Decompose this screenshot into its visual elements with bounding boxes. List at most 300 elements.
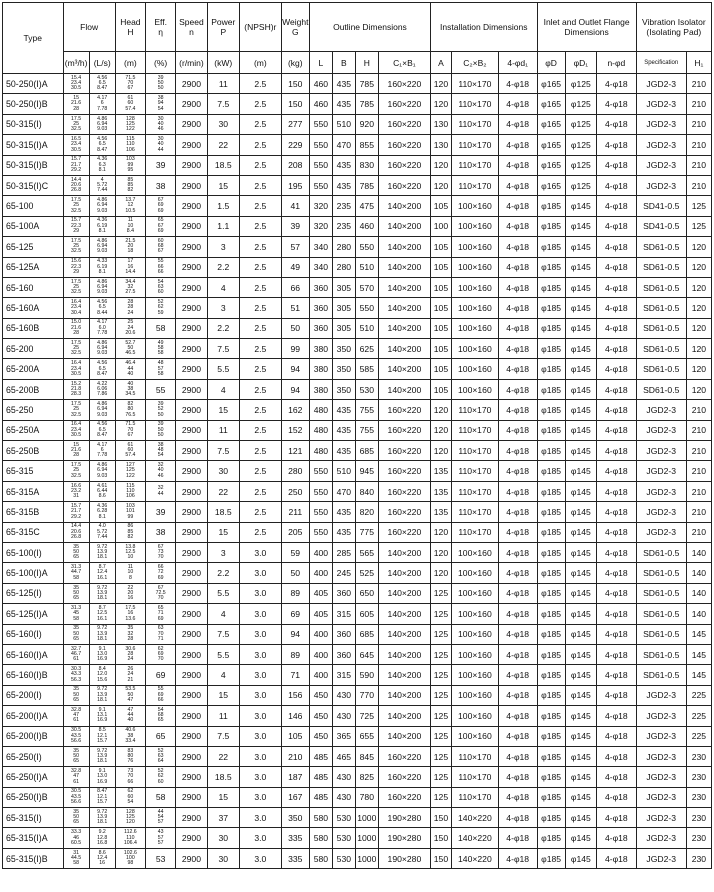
- cell-D1: φ145: [565, 196, 596, 216]
- cell-H1: 230: [686, 848, 711, 868]
- cell-eff: 54 63 60: [146, 277, 176, 297]
- cell-D1: φ145: [565, 441, 596, 461]
- cell-C1B1: 140×200: [378, 706, 430, 726]
- cell-H1: 120: [686, 339, 711, 359]
- cell-C1B1: 140×200: [378, 339, 430, 359]
- cell-flow-m3h: 15 21.6 28: [63, 94, 89, 114]
- cell-C1B1: 160×220: [378, 175, 430, 195]
- cell-H1: 230: [686, 787, 711, 807]
- cell-d1: 4-φ18: [498, 420, 537, 440]
- cell-d1: 4-φ18: [498, 216, 537, 236]
- cell-spec: SD61-0.5: [636, 563, 686, 583]
- cell-H1: 210: [686, 420, 711, 440]
- cell-eff: 58: [146, 318, 176, 338]
- cell-power: 11: [207, 420, 239, 440]
- cell-L: 485: [309, 746, 332, 766]
- table-row: [3, 441, 712, 461]
- cell-npsh: 2.5: [239, 522, 281, 542]
- cell-speed: 2900: [176, 339, 207, 359]
- cell-power: 30: [207, 114, 239, 134]
- cell-head: 26 24 21: [115, 665, 145, 685]
- cell-H1: 145: [686, 665, 711, 685]
- cell-flow-m3h: 30.5 43.5 56.6: [63, 726, 89, 746]
- cell-A: 130: [431, 135, 452, 155]
- cell-nd: 4-φ18: [597, 441, 637, 461]
- cell-weight: 89: [281, 583, 309, 603]
- table-body: [3, 74, 712, 869]
- cell-D: φ185: [537, 746, 565, 766]
- cell-C1B1: 160×220: [378, 746, 430, 766]
- cell-C2B2: 100×160: [451, 624, 498, 644]
- header-outline: Outline Dimensions: [309, 3, 430, 52]
- cell-flow-ls: 4.36 6.3 8.1: [89, 155, 115, 175]
- cell-flow-ls: 9.72 13.9 18.1: [89, 808, 115, 828]
- cell-C1B1: 160×220: [378, 481, 430, 501]
- cell-power: 22: [207, 135, 239, 155]
- cell-spec: SD61-0.5: [636, 339, 686, 359]
- cell-D: φ185: [537, 848, 565, 868]
- cell-spec: JGD2-3: [636, 726, 686, 746]
- cell-eff: 67 69 69: [146, 196, 176, 216]
- cell-C1B1: 140×200: [378, 379, 430, 399]
- cell-C2B2: 100×160: [451, 216, 498, 236]
- cell-H1: 210: [686, 400, 711, 420]
- cell-H: 780: [355, 787, 378, 807]
- cell-B: 510: [332, 114, 355, 134]
- cell-type: 65-200: [3, 339, 64, 359]
- cell-H: 775: [355, 522, 378, 542]
- cell-B: 365: [332, 726, 355, 746]
- cell-flow-m3h: 16.4 23.4 30.5: [63, 420, 89, 440]
- cell-D1: φ145: [565, 379, 596, 399]
- cell-C1B1: 140×200: [378, 298, 430, 318]
- cell-C2B2: 110×170: [451, 502, 498, 522]
- cell-H: 510: [355, 257, 378, 277]
- cell-type: 65-200(I)B: [3, 726, 64, 746]
- cell-speed: 2900: [176, 237, 207, 257]
- cell-L: 550: [309, 135, 332, 155]
- cell-nd: 4-φ18: [597, 848, 637, 868]
- cell-flow-ls: 4.22 6.06 7.86: [89, 379, 115, 399]
- cell-eff: 43 57 57: [146, 828, 176, 848]
- cell-D: φ185: [537, 563, 565, 583]
- cell-power: 18.5: [207, 502, 239, 522]
- cell-flow-m3h: 15.2 21.8 28.3: [63, 379, 89, 399]
- cell-B: 245: [332, 563, 355, 583]
- header-speed: Speed n: [176, 3, 207, 52]
- cell-C1B1: 140×200: [378, 216, 430, 236]
- cell-B: 470: [332, 135, 355, 155]
- cell-weight: 150: [281, 74, 309, 94]
- cell-D: φ185: [537, 726, 565, 746]
- cell-head: 40.6 38 33.4: [115, 726, 145, 746]
- cell-flow-ls: 4.86 6.94 9.03: [89, 400, 115, 420]
- cell-D1: φ145: [565, 237, 596, 257]
- cell-spec: JGD2-3: [636, 848, 686, 868]
- cell-speed: 2900: [176, 461, 207, 481]
- cell-H: 1000: [355, 848, 378, 868]
- cell-spec: JGD2-3: [636, 461, 686, 481]
- cell-H1: 140: [686, 583, 711, 603]
- header-install: Installation Dimensions: [431, 3, 537, 52]
- header-C1B1: C₁×B₁: [378, 52, 430, 74]
- cell-D: φ185: [537, 706, 565, 726]
- cell-type: 65-160B: [3, 318, 64, 338]
- cell-spec: SD61-0.5: [636, 644, 686, 664]
- cell-flow-m3h: 35 50 65: [63, 808, 89, 828]
- cell-type: 65-160: [3, 277, 64, 297]
- cell-npsh: 3.0: [239, 542, 281, 562]
- cell-C2B2: 110×170: [451, 420, 498, 440]
- cell-D: φ185: [537, 461, 565, 481]
- cell-D1: φ145: [565, 359, 596, 379]
- cell-D: φ185: [537, 257, 565, 277]
- cell-H1: 140: [686, 563, 711, 583]
- cell-C2B2: 100×160: [451, 726, 498, 746]
- cell-weight: 205: [281, 522, 309, 542]
- cell-L: 340: [309, 237, 332, 257]
- cell-weight: 150: [281, 94, 309, 114]
- cell-flow-ls: 8.47 12.1 15.7: [89, 787, 115, 807]
- cell-L: 450: [309, 706, 332, 726]
- cell-D1: φ145: [565, 665, 596, 685]
- cell-C1B1: 160×220: [378, 94, 430, 114]
- cell-D: φ185: [537, 583, 565, 603]
- cell-type: 50-315(I)C: [3, 175, 64, 195]
- header-nd: n-φd: [597, 52, 637, 74]
- cell-spec: JGD2-3: [636, 522, 686, 542]
- cell-B: 350: [332, 339, 355, 359]
- cell-d1: 4-φ18: [498, 828, 537, 848]
- cell-C2B2: 100×160: [451, 298, 498, 318]
- cell-flow-ls: 9.2 12.8 16.8: [89, 828, 115, 848]
- cell-nd: 4-φ18: [597, 237, 637, 257]
- cell-npsh: 3.0: [239, 746, 281, 766]
- cell-eff: 30 40 44: [146, 135, 176, 155]
- cell-A: 105: [431, 196, 452, 216]
- cell-flow-ls: 4.56 6.5 8.47: [89, 359, 115, 379]
- cell-power: 4: [207, 379, 239, 399]
- cell-flow-m3h: 15.7 21.7 29.2: [63, 502, 89, 522]
- cell-D: φ185: [537, 604, 565, 624]
- cell-eff: 53: [146, 848, 176, 868]
- table-row: [3, 542, 712, 562]
- cell-flow-m3h: 16.4 23.4 30.5: [63, 359, 89, 379]
- cell-speed: 2900: [176, 583, 207, 603]
- cell-B: 305: [332, 318, 355, 338]
- cell-nd: 4-φ18: [597, 74, 637, 94]
- cell-power: 15: [207, 175, 239, 195]
- cell-npsh: 3.0: [239, 563, 281, 583]
- cell-head: 112.6 110 106.4: [115, 828, 145, 848]
- cell-type: 50-250(I)A: [3, 74, 64, 94]
- cell-H: 920: [355, 114, 378, 134]
- cell-npsh: 3.0: [239, 787, 281, 807]
- cell-D: φ185: [537, 339, 565, 359]
- cell-B: 360: [332, 624, 355, 644]
- cell-B: 315: [332, 604, 355, 624]
- cell-npsh: 2.5: [239, 216, 281, 236]
- cell-A: 120: [431, 74, 452, 94]
- cell-speed: 2900: [176, 624, 207, 644]
- cell-speed: 2900: [176, 502, 207, 522]
- cell-speed: 2900: [176, 94, 207, 114]
- cell-nd: 4-φ18: [597, 318, 637, 338]
- cell-flow-ls: 9.1 13.1 16.9: [89, 706, 115, 726]
- cell-power: 7.5: [207, 339, 239, 359]
- cell-spec: SD41-0.5: [636, 216, 686, 236]
- cell-C1B1: 140×200: [378, 644, 430, 664]
- cell-flow-ls: 8.7 12.4 16.1: [89, 563, 115, 583]
- cell-type: 65-125(I): [3, 583, 64, 603]
- cell-head: 52.7 50 46.5: [115, 339, 145, 359]
- cell-spec: SD61-0.5: [636, 277, 686, 297]
- cell-flow-m3h: 17.5 25 32.5: [63, 277, 89, 297]
- cell-power: 4: [207, 604, 239, 624]
- cell-type: 65-160A: [3, 298, 64, 318]
- cell-D1: φ145: [565, 848, 596, 868]
- cell-d1: 4-φ18: [498, 400, 537, 420]
- cell-flow-ls: 8.7 12.5 16.1: [89, 604, 115, 624]
- cell-eff: 38 94 54: [146, 94, 176, 114]
- cell-B: 530: [332, 828, 355, 848]
- cell-weight: 66: [281, 277, 309, 297]
- cell-nd: 4-φ18: [597, 624, 637, 644]
- cell-nd: 4-φ18: [597, 665, 637, 685]
- cell-weight: 335: [281, 828, 309, 848]
- cell-npsh: 2.5: [239, 175, 281, 195]
- cell-eff: 69: [146, 665, 176, 685]
- table-row: [3, 583, 712, 603]
- cell-weight: 94: [281, 379, 309, 399]
- cell-H: 460: [355, 216, 378, 236]
- cell-D1: φ145: [565, 583, 596, 603]
- table-row: [3, 502, 712, 522]
- cell-C2B2: 110×170: [451, 481, 498, 501]
- cell-power: 4: [207, 665, 239, 685]
- cell-H1: 210: [686, 74, 711, 94]
- cell-flow-m3h: 31.3 45 58: [63, 604, 89, 624]
- cell-L: 580: [309, 848, 332, 868]
- cell-npsh: 3.0: [239, 706, 281, 726]
- cell-B: 305: [332, 277, 355, 297]
- cell-spec: SD61-0.5: [636, 583, 686, 603]
- cell-D1: φ145: [565, 522, 596, 542]
- cell-power: 3: [207, 298, 239, 318]
- table-row: [3, 216, 712, 236]
- cell-head: 34.4 32 27.5: [115, 277, 145, 297]
- cell-D1: φ145: [565, 318, 596, 338]
- cell-C1B1: 190×280: [378, 828, 430, 848]
- cell-H1: 225: [686, 726, 711, 746]
- cell-C1B1: 140×200: [378, 542, 430, 562]
- cell-D: φ165: [537, 175, 565, 195]
- cell-speed: 2900: [176, 379, 207, 399]
- cell-B: 350: [332, 359, 355, 379]
- cell-C2B2: 100×160: [451, 542, 498, 562]
- cell-spec: SD61-0.5: [636, 624, 686, 644]
- cell-nd: 4-φ18: [597, 563, 637, 583]
- cell-speed: 2900: [176, 400, 207, 420]
- cell-d1: 4-φ18: [498, 726, 537, 746]
- unit-flow-ls: (L/s): [89, 52, 115, 74]
- header-vibration: Vibration Isolator (Isolating Pad): [636, 3, 711, 52]
- cell-flow-ls: 4.17 6.0 7.78: [89, 318, 115, 338]
- cell-type: 65-100: [3, 196, 64, 216]
- cell-C2B2: 110×170: [451, 767, 498, 787]
- cell-eff: 55 66 66: [146, 257, 176, 277]
- cell-d1: 4-φ18: [498, 644, 537, 664]
- cell-C2B2: 100×160: [451, 665, 498, 685]
- cell-B: 435: [332, 155, 355, 175]
- cell-spec: SD61-0.5: [636, 604, 686, 624]
- cell-power: 7.5: [207, 441, 239, 461]
- cell-D: φ165: [537, 94, 565, 114]
- cell-flow-m3h: 35 50 65: [63, 583, 89, 603]
- cell-nd: 4-φ18: [597, 828, 637, 848]
- cell-d1: 4-φ18: [498, 441, 537, 461]
- cell-eff: 52 62 59: [146, 298, 176, 318]
- cell-L: 340: [309, 257, 332, 277]
- cell-B: 430: [332, 685, 355, 705]
- cell-eff: 67 72.5 70: [146, 583, 176, 603]
- cell-D: φ185: [537, 400, 565, 420]
- cell-flow-ls: 8.4 12.0 15.6: [89, 665, 115, 685]
- cell-H1: 210: [686, 522, 711, 542]
- table-row: [3, 318, 712, 338]
- cell-A: 105: [431, 237, 452, 257]
- cell-d1: 4-φ18: [498, 379, 537, 399]
- cell-type: 65-100A: [3, 216, 64, 236]
- cell-spec: JGD2-3: [636, 114, 686, 134]
- cell-A: 120: [431, 175, 452, 195]
- cell-D1: φ125: [565, 74, 596, 94]
- cell-H: 945: [355, 461, 378, 481]
- cell-H1: 120: [686, 277, 711, 297]
- cell-speed: 2900: [176, 155, 207, 175]
- cell-speed: 2900: [176, 726, 207, 746]
- cell-weight: 152: [281, 420, 309, 440]
- cell-B: 530: [332, 808, 355, 828]
- cell-B: 430: [332, 767, 355, 787]
- cell-L: 550: [309, 175, 332, 195]
- cell-npsh: 2.5: [239, 114, 281, 134]
- cell-D1: φ145: [565, 257, 596, 277]
- cell-spec: JGD2-3: [636, 706, 686, 726]
- cell-H1: 120: [686, 379, 711, 399]
- cell-type: 65-160(I): [3, 624, 64, 644]
- cell-C2B2: 110×170: [451, 114, 498, 134]
- cell-D: φ185: [537, 787, 565, 807]
- cell-flow-m3h: 17.5 25 32.5: [63, 237, 89, 257]
- cell-H: 845: [355, 746, 378, 766]
- cell-D1: φ145: [565, 216, 596, 236]
- cell-power: 11: [207, 74, 239, 94]
- cell-npsh: 2.5: [239, 339, 281, 359]
- cell-weight: 41: [281, 196, 309, 216]
- table-row: [3, 522, 712, 542]
- cell-H: 830: [355, 155, 378, 175]
- cell-power: 30: [207, 461, 239, 481]
- cell-H: 785: [355, 175, 378, 195]
- cell-eff: 52 62 60: [146, 767, 176, 787]
- cell-power: 15: [207, 522, 239, 542]
- cell-speed: 2900: [176, 563, 207, 583]
- cell-H: 820: [355, 502, 378, 522]
- cell-speed: 2900: [176, 216, 207, 236]
- cell-weight: 105: [281, 726, 309, 746]
- cell-nd: 4-φ18: [597, 135, 637, 155]
- cell-H: 840: [355, 481, 378, 501]
- header-flow: Flow: [63, 3, 115, 52]
- cell-d1: 4-φ18: [498, 522, 537, 542]
- cell-flow-ls: 4.86 6.94 9.03: [89, 237, 115, 257]
- cell-H1: 230: [686, 746, 711, 766]
- cell-spec: JGD2-3: [636, 155, 686, 175]
- cell-C2B2: 110×170: [451, 522, 498, 542]
- cell-D: φ185: [537, 767, 565, 787]
- cell-speed: 2900: [176, 746, 207, 766]
- cell-A: 120: [431, 563, 452, 583]
- cell-eff: 65 67 69: [146, 216, 176, 236]
- header-type: Type: [3, 3, 64, 74]
- cell-H1: 230: [686, 767, 711, 787]
- cell-C2B2: 100×160: [451, 644, 498, 664]
- cell-nd: 4-φ18: [597, 706, 637, 726]
- cell-nd: 4-φ18: [597, 257, 637, 277]
- cell-D: φ185: [537, 318, 565, 338]
- cell-d1: 4-φ18: [498, 481, 537, 501]
- cell-flow-m3h: 35 50 65: [63, 685, 89, 705]
- cell-C1B1: 140×200: [378, 277, 430, 297]
- cell-D: φ185: [537, 481, 565, 501]
- cell-nd: 4-φ18: [597, 746, 637, 766]
- cell-head: 17 16 14.4: [115, 257, 145, 277]
- cell-L: 460: [309, 74, 332, 94]
- cell-B: 280: [332, 237, 355, 257]
- cell-nd: 4-φ18: [597, 94, 637, 114]
- cell-flow-ls: 9.72 13.9 18.1: [89, 583, 115, 603]
- cell-flow-m3h: 35 50 65: [63, 624, 89, 644]
- cell-nd: 4-φ18: [597, 808, 637, 828]
- cell-H: 770: [355, 685, 378, 705]
- cell-H: 550: [355, 237, 378, 257]
- cell-flow-ls: 4.86 6.94 9.03: [89, 114, 115, 134]
- cell-weight: 51: [281, 298, 309, 318]
- cell-power: 18.5: [207, 155, 239, 175]
- cell-d1: 4-φ18: [498, 359, 537, 379]
- cell-flow-ls: 4.17 6 7.78: [89, 94, 115, 114]
- cell-C2B2: 100×160: [451, 685, 498, 705]
- cell-flow-ls: 4.36 6.28 8.1: [89, 502, 115, 522]
- cell-C1B1: 140×200: [378, 665, 430, 685]
- cell-weight: 39: [281, 216, 309, 236]
- cell-npsh: 3.0: [239, 685, 281, 705]
- cell-head: 40 38 34.5: [115, 379, 145, 399]
- cell-d1: 4-φ18: [498, 665, 537, 685]
- cell-flow-ls: 8.6 12.4 16: [89, 848, 115, 868]
- cell-H: 785: [355, 94, 378, 114]
- cell-flow-ls: 4.33 6.19 8.1: [89, 257, 115, 277]
- cell-head: 71.5 70 67: [115, 420, 145, 440]
- cell-B: 435: [332, 74, 355, 94]
- cell-flow-ls: 4.56 6.5 8.44: [89, 298, 115, 318]
- cell-power: 30: [207, 828, 239, 848]
- cell-B: 465: [332, 746, 355, 766]
- cell-B: 315: [332, 665, 355, 685]
- cell-npsh: 3.0: [239, 624, 281, 644]
- cell-d1: 4-φ18: [498, 318, 537, 338]
